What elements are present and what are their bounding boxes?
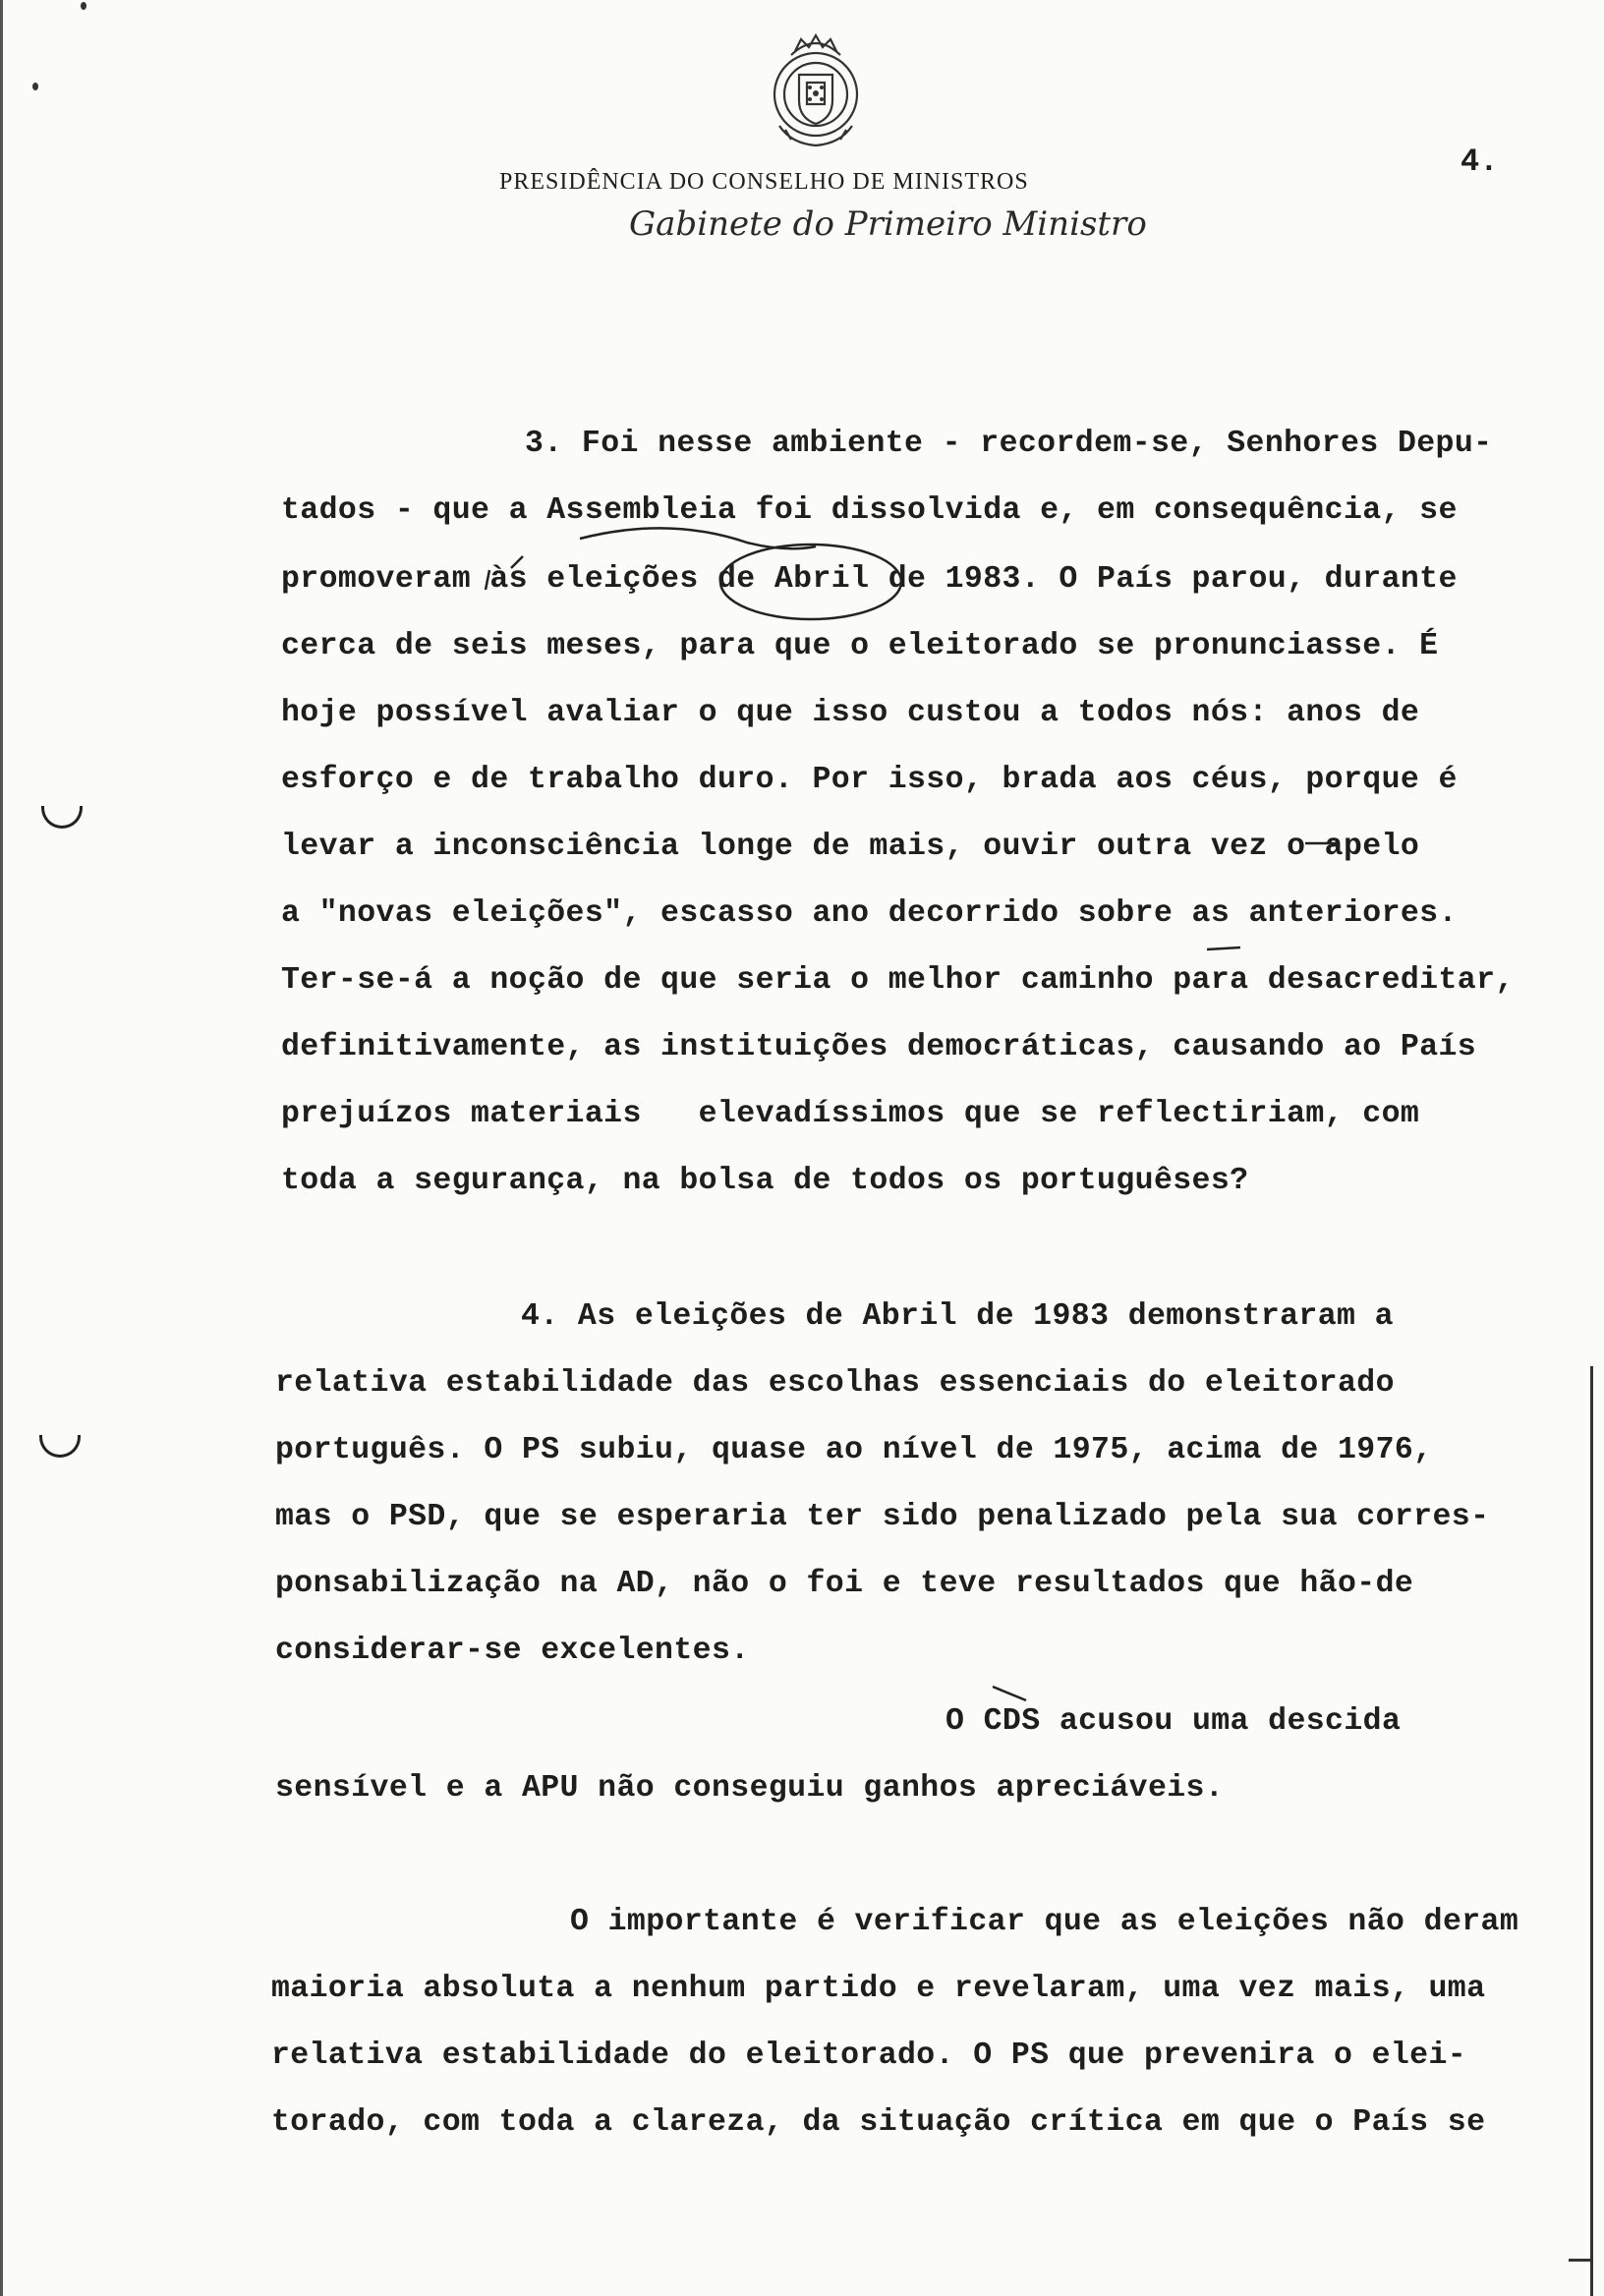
paragraph-4-line-5: ponsabilização na AD, não o foi e teve resultados que hão-de xyxy=(275,1567,1414,1601)
paragraph-3-line-8: a "novas eleições", escasso ano decorrido sobre as anteriores. xyxy=(281,896,1458,931)
paragraph-3-line-11: prejuízos materiais elevadíssimos que se reflectiriam, com xyxy=(281,1097,1420,1131)
paragraph-5-line-4: torado, com toda a clareza, da situação crítica em que o País se xyxy=(271,2105,1486,2140)
speck xyxy=(81,2,86,10)
cabinet-signature: Gabinete do Primeiro Ministro xyxy=(629,204,1147,244)
left-page-edge xyxy=(0,0,3,2296)
paragraph-4-line-3: português. O PS subiu, quase ao nível de 1975, acima de 1976, xyxy=(275,1433,1433,1467)
paragraph-3-line-12: toda a segurança, na bolsa de todos os portuguêses? xyxy=(281,1164,1249,1198)
paragraph-3-line-9: Ter-se-á a noção de que seria o melhor caminho para desacreditar, xyxy=(281,963,1515,998)
paragraph-4-line-8: sensível e a APU não conseguiu ganhos apreciáveis. xyxy=(275,1771,1225,1806)
page-number: 4. xyxy=(1461,144,1499,180)
paragraph-3-line-4: cerca de seis meses, para que o eleitorado se pronunciasse. É xyxy=(281,629,1439,663)
coat-of-arms-icon xyxy=(762,28,870,153)
paragraph-4-line-7: O CDS acusou uma descida xyxy=(945,1704,1402,1739)
paragraph-3-line-7: levar a inconsciência longe de mais, ouvir outra vez o apelo xyxy=(281,830,1420,864)
paragraph-4-line-2: relativa estabilidade das escolhas essenciais do eleitorado xyxy=(275,1366,1395,1401)
speck xyxy=(32,83,38,90)
checkmark-icon xyxy=(39,1435,81,1458)
paragraph-3-line-3: promoveram às eleições de Abril de 1983. O País parou, durante xyxy=(281,562,1458,597)
checkmark-icon xyxy=(41,806,83,829)
right-page-edge xyxy=(1590,1366,1593,2296)
office-title: PRESIDÊNCIA DO CONSELHO DE MINISTROS xyxy=(499,169,1029,195)
paragraph-3-line-10: definitivamente, as instituições democráticas, causando ao País xyxy=(281,1030,1477,1064)
paragraph-4-line-1: 4. As eleições de Abril de 1983 demonstraram a xyxy=(521,1299,1394,1334)
paragraph-3-line-6: esforço e de trabalho duro. Por isso, brada aos céus, porque é xyxy=(281,763,1458,797)
paragraph-4-line-6: considerar-se excelentes. xyxy=(275,1634,750,1668)
paragraph-3-line-2: tados - que a Assembleia foi dissolvida e, em consequência, se xyxy=(281,493,1458,528)
paragraph-4-line-4: mas o PSD, que se esperaria ter sido penalizado pela sua corres- xyxy=(275,1500,1490,1534)
paragraph-5-line-1: O importante é verificar que as eleições não deram xyxy=(570,1905,1519,1939)
paragraph-3-line-5: hoje possível avaliar o que isso custou a todos nós: anos de xyxy=(281,696,1420,730)
paragraph-5-line-3: relativa estabilidade do eleitorado. O PS que prevenira o elei- xyxy=(271,2038,1467,2073)
paragraph-3-line-1: 3. Foi nesse ambiente - recordem-se, Senhores Depu- xyxy=(525,427,1493,461)
page-corner-mark xyxy=(1569,2259,1592,2262)
paragraph-5-line-2: maioria absoluta a nenhum partido e revelaram, uma vez mais, uma xyxy=(271,1972,1486,2006)
